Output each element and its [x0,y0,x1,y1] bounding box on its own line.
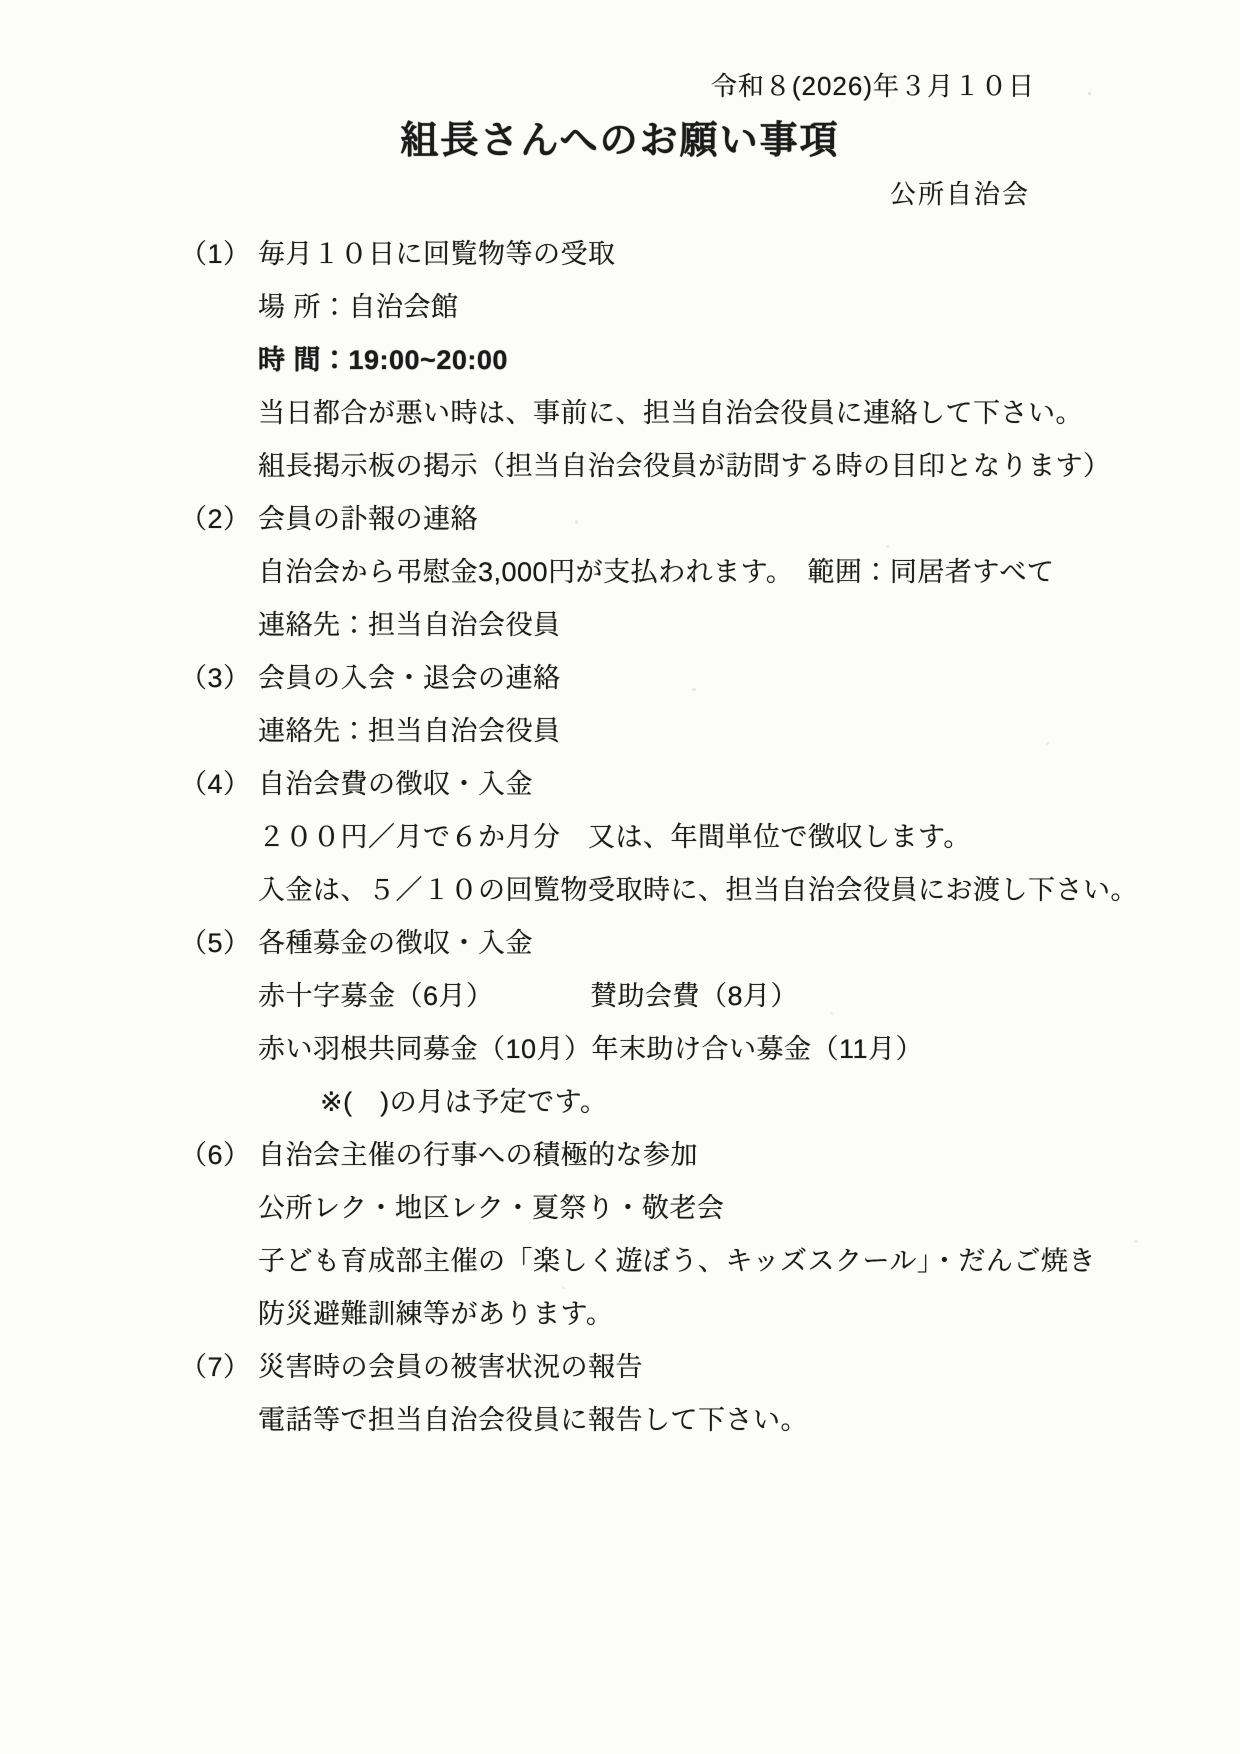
section-heading [180,1351,1240,1383]
place-line: 場 所：自治会館 [258,292,459,322]
section-heading-text: 自治会費の徴収・入金 [258,769,533,799]
section-number: （5） [180,928,251,958]
document-title: 組長さんへのお願い事項 [400,120,840,162]
scan-speck [1046,742,1049,745]
scan-speck [1088,92,1091,95]
section-2-obituary-contact [180,503,1240,641]
contact-line: 連絡先：担当自治会役員 [258,716,561,746]
detail-line: ２００円／月で６か月分 又は、年間単位で徴収します。 [258,822,971,852]
section-number: （1） [180,239,251,269]
scan-speck [575,520,578,524]
detail-line: 入金は、５／１０の回覧物受取時に、担当自治会役員にお渡し下さい。 [258,875,1138,905]
section-number: （7） [180,1352,251,1382]
section-5-donations [180,927,1240,1118]
section-heading-text: 毎月１０日に回覧物等の受取 [258,239,616,269]
section-heading-text: 会員の訃報の連絡 [258,504,478,534]
scan-speck [610,1372,613,1377]
scan-speck [830,1012,833,1015]
section-heading [180,768,1240,800]
section-4-membership-fee [180,768,1240,906]
donation-item: 赤い羽根共同募金（10月） [258,1034,592,1064]
section-number: （3） [180,663,251,693]
scan-speck [1134,1240,1138,1243]
scan-speck [562,1286,565,1289]
section-heading [180,238,1240,270]
section-7-disaster-report [180,1351,1240,1436]
section-1-monthly-pickup [180,238,1240,482]
section-6-event-participation [180,1139,1240,1330]
section-heading-text: 会員の入会・退会の連絡 [258,663,561,693]
section-3-membership-contact [180,662,1240,747]
section-heading-text: 災害時の会員の被害状況の報告 [258,1352,643,1382]
time-line: 時 間：19:00~20:00 [258,345,508,375]
detail-line: 子ども育成部主催の「楽しく遊ぼう、キッズスクール」・だんご焼き [258,1246,1096,1276]
section-heading [180,662,1240,694]
detail-line: 公所レク・地区レク・夏祭り・敬老会 [258,1193,725,1223]
detail-line: 防災避難訓練等があります。 [258,1299,614,1329]
detail-line: 電話等で担当自治会役員に報告して下さい。 [258,1405,808,1435]
request-items-list [0,238,1240,1436]
section-heading [180,1139,1240,1171]
section-number: （6） [180,1140,251,1170]
scan-speck [692,688,696,691]
section-heading [180,927,1240,959]
detail-line: 自治会から弔慰金3,000円が支払われます。 範囲：同居者すべて [258,557,1055,587]
schedule-note: ※( )の月は予定です。 [320,1087,608,1117]
detail-line: 当日都合が悪い時は、事前に、担当自治会役員に連絡して下さい。 [258,398,1083,428]
scan-speck [886,545,889,548]
donation-item: 賛助会費（8月） [590,981,799,1011]
section-number: （4） [180,769,251,799]
donation-item: 赤十字募金（6月） [258,981,494,1011]
section-heading [180,503,1240,535]
section-heading-text: 自治会主催の行事への積極的な参加 [258,1140,698,1170]
detail-line: 組長掲示板の掲示（担当自治会役員が訪問する時の目印となります） [258,451,1111,481]
section-heading-text: 各種募金の徴収・入金 [258,928,533,958]
donation-row [180,980,1240,1012]
section-number: （2） [180,504,251,534]
document-date: 令和８(2026)年３月１０日 [710,71,1035,101]
donation-item: 年末助け合い募金（11月） [591,1034,924,1064]
contact-line: 連絡先：担当自治会役員 [258,610,561,640]
donation-row [180,1033,1240,1065]
organization-name: 公所自治会 [889,179,1030,209]
